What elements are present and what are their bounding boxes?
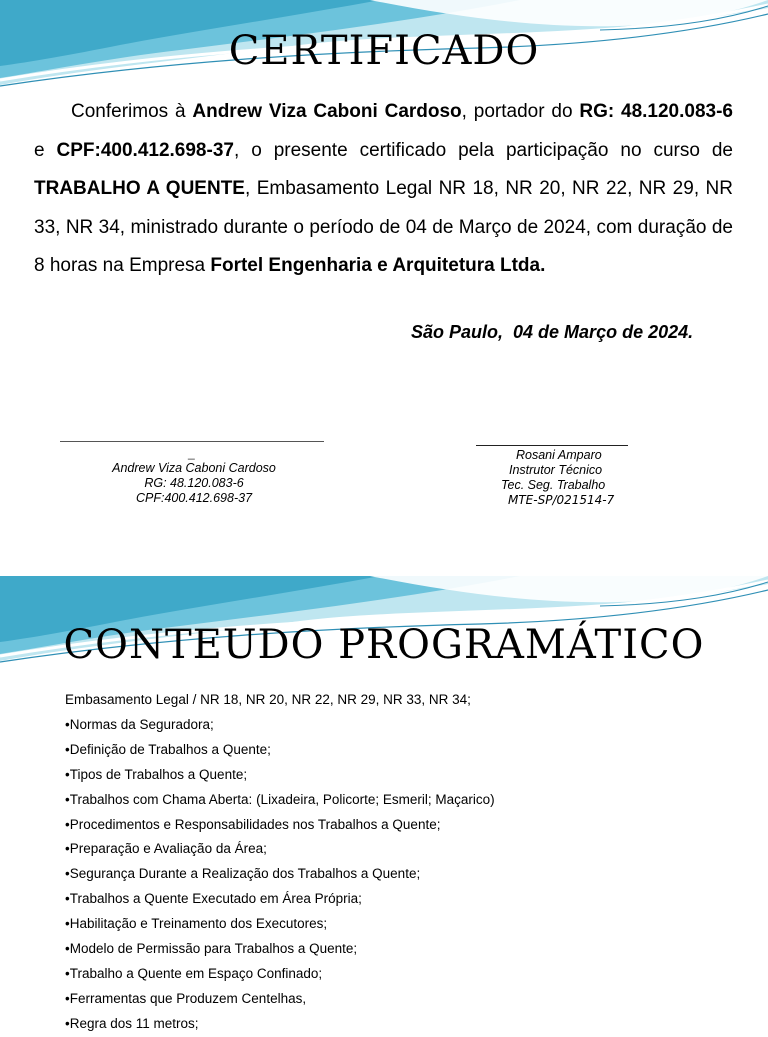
program-list-item: •Trabalhos a Quente Executado em Área Própria; xyxy=(65,891,362,907)
program-list-item: •Normas da Seguradora; xyxy=(65,716,214,732)
participant-signature-rg: RG: 48.120.083-6 xyxy=(144,476,244,490)
participant-name: Andrew Viza Caboni Cardoso xyxy=(192,101,462,122)
program-list-item: •Definição de Trabalhos a Quente; xyxy=(65,741,271,757)
body-text-4: , o presente certificado pela participação no curso de xyxy=(233,139,733,161)
program-list-item: •Segurança Durante a Realização dos Trabalhos a Quente; xyxy=(65,866,421,882)
signature-block-instructor xyxy=(480,448,640,508)
program-list-item: •Regra dos 11 metros; xyxy=(65,1015,199,1031)
body-text-5: , Embasamento Legal NR 18, NR 20, NR 22, NR 29, NR 33, NR 34, ministrado durante o período de 04 de Março de 2024, com duração de 8 horas na Empresa xyxy=(34,178,733,276)
signature-line-left xyxy=(60,441,324,442)
page-separator xyxy=(0,560,768,576)
program-list-item: •Trabalho a Quente em Espaço Confinado; xyxy=(65,965,323,981)
instructor-name: Rosani Amparo xyxy=(516,448,602,462)
program-list-item: Embasamento Legal / NR 18, NR 20, NR 22, NR 29, NR 33, NR 34; xyxy=(65,692,471,707)
intro-text: Conferimos à xyxy=(71,101,193,122)
certificate-body xyxy=(34,93,733,286)
participant-rg: RG: 48.120.083-6 xyxy=(579,101,733,122)
certificate-title: CERTIFICADO xyxy=(228,28,540,74)
program-list-item: •Preparação e Avaliação da Área; xyxy=(65,841,267,857)
program-list-item: •Modelo de Permissão para Trabalhos a Quente; xyxy=(65,941,358,957)
program-list-item: •Habilitação e Treinamento dos Executores; xyxy=(65,916,328,932)
program-list xyxy=(65,688,745,1037)
instructor-role: Instrutor Técnico xyxy=(509,463,603,477)
body-text-2: , portador do xyxy=(461,101,580,122)
body-text-3: e xyxy=(34,139,57,161)
instructor-registration: MTE-SP/021514-7 xyxy=(508,493,615,507)
signature-dash: _ xyxy=(188,446,195,460)
instructor-title: Tec. Seg. Trabalho xyxy=(501,478,606,492)
program-title: CONTEUDO PROGRAMÁTICO xyxy=(63,622,705,668)
participant-signature-cpf: CPF:400.412.698-37 xyxy=(135,491,253,505)
company-name: Fortel Engenharia e Arquitetura Ltda. xyxy=(210,255,546,276)
program-list-item: •Trabalhos com Chama Aberta: (Lixadeira, Policorte; Esmeril; Maçarico) xyxy=(65,791,495,807)
participant-signature-name: Andrew Viza Caboni Cardoso xyxy=(112,461,276,475)
program-list-item: •Procedimentos e Responsabilidades nos Trabalhos a Quente; xyxy=(65,816,441,832)
date-line: São Paulo, 04 de Março de 2024. xyxy=(411,322,694,342)
signature-line-right xyxy=(476,445,628,446)
participant-cpf: CPF:400.412.698-37 xyxy=(56,139,234,161)
program-list-item: •Tipos de Trabalhos a Quente; xyxy=(65,766,248,782)
signature-block-participant xyxy=(60,461,328,506)
program-list-item: •Ferramentas que Produzem Centelhas, xyxy=(65,990,307,1006)
course-name: TRABALHO A QUENTE xyxy=(34,178,245,199)
